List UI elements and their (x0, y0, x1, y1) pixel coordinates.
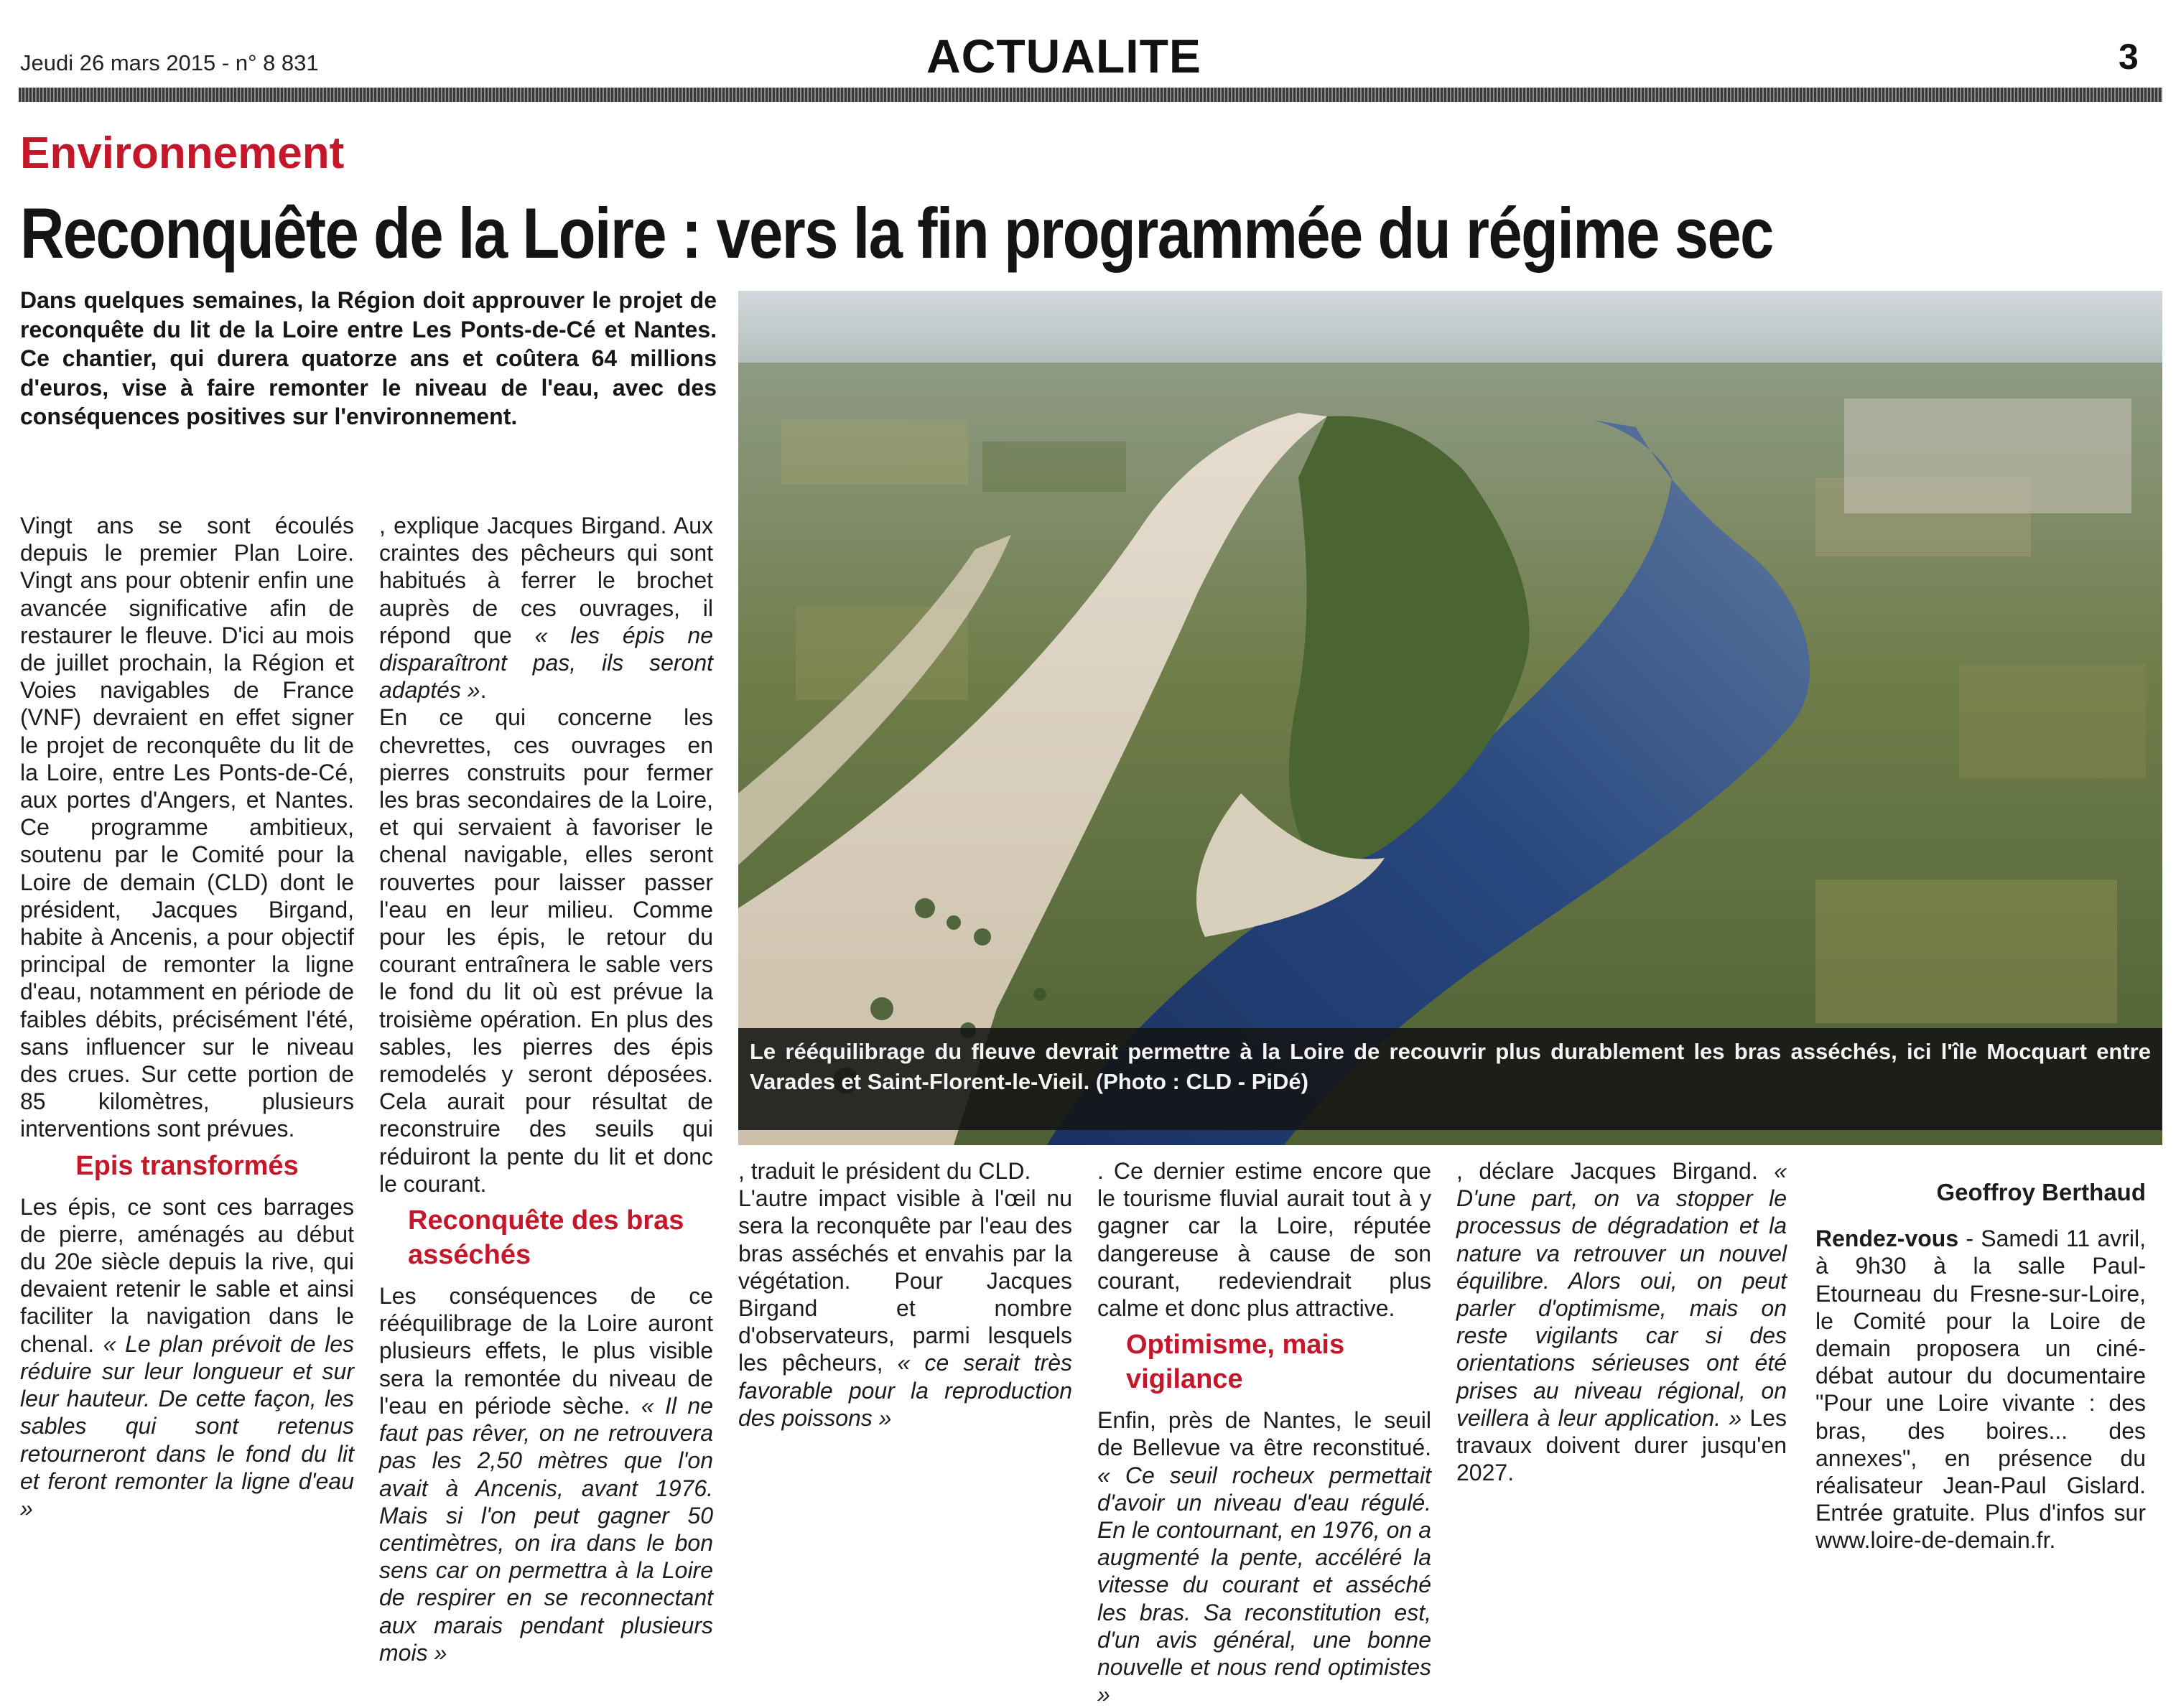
rendez-vous-paragraph (1815, 1225, 2146, 1554)
masthead-rule (19, 88, 2162, 102)
paragraph-text: , déclare Jacques Birgand. (1456, 1158, 1775, 1184)
rendez-vous-text: - Samedi 11 avril, à 9h30 à la salle Paul-Etourneau du Fresne-sur-Loire, le Comité pour la Loire de demain proposera un ciné-débat autour du documentaire "Pour une Loire vivante : des bras, des boires... des annexes", en présence du réalisateur Jean-Paul Gislard. Entrée gratuite. Plus d'infos sur www.loire-de-demain.fr. (1815, 1226, 2146, 1554)
article-column-6 (1815, 1157, 2146, 1554)
quote-text: « Le plan prévoit de les réduire sur leur longueur et sur leur hauteur. De cette façon, les sables qui sont retenus retourneront dans le fond du lit et feront remonter la ligne d'eau » (20, 1330, 354, 1521)
photo-illustration (738, 291, 2162, 1145)
subhead-optimisme: Optimisme, mais vigilance (1126, 1330, 1345, 1395)
article-column-1 (20, 512, 354, 1522)
paragraph-text: Les conséquences de ce rééquilibrage de la Loire auront plusieurs effets, le plus visible sera la remontée du niveau de l'eau en période sèche. (379, 1283, 713, 1419)
article-chapo: Dans quelques semaines, la Région doit approuver le projet de reconquête du lit de la Loire entre Les Ponts-de-Cé et Nantes. Ce chantier, qui durera quatorze ans et coûtera 64 millions d'euros, vise à faire remonter le niveau de l'eau, avec des conséquences positives sur l'environnement. (20, 287, 717, 430)
article-byline: Geoffroy Berthaud (1936, 1179, 2146, 1205)
paragraph: , traduit le président du CLD. (738, 1158, 1031, 1184)
rendez-vous-label: Rendez-vous (1815, 1226, 1959, 1252)
quote-text: « les épis ne disparaîtront pas, ils seront adaptés » (379, 622, 714, 704)
paragraph-text: Enfin, près de Nantes, le seuil de Bellevue va être reconstitué. (1097, 1407, 1431, 1461)
paragraph (1456, 1157, 1787, 1486)
article-kicker: Environnement (20, 129, 345, 178)
paragraph (20, 1193, 354, 1522)
paragraph-text: Les épis, ce sont ces barrages de pierre, aménagés au début du 20e siècle depuis la rive, qui devaient retenir le sable et ainsi faciliter la navigation dans le chenal. (20, 1193, 354, 1357)
paragraph: Vingt ans se sont écoulés depuis le premier Plan Loire. Vingt ans pour obtenir enfin une avancée significative afin de restaurer le fleuve. D'ici au mois de juillet prochain, la Région et Voies navigables de France (VNF) devraient en effet signer le projet de reconquête du lit de la Loire, entre Les Ponts-de-Cé, aux portes d'Angers, et Nantes. Ce programme ambitieux, soutenu par le Comité pour la Loire de demain (CLD) dont le président, Jacques Birgand, habite à Ancenis, a pour objectif principal de remonter la ligne d'eau, notamment en période de faibles débits, précisément l'été, sans influencer sur le niveau des crues. Sur cette portion de 85 kilomètres, plusieurs interventions sont prévues. (20, 513, 354, 1142)
paragraph: En ce qui concerne les chevrettes, ces ouvrages en pierres construits pour fermer les bras secondaires de la Loire, et qui servaient à favoriser le chenal navigable, elles seront rouvertes pour laisser passer l'eau en leur milieu. Comme pour les épis, le retour du courant entraînera le sable vers le fond du lit où est prévue la troisième opération. En plus des sables, les pierres des épis remodelés y seront déposées. Cela aurait pour résultat de reconstruire des seuils qui réduiront la pente du lit et donc le courant. (379, 704, 713, 1197)
article-column-5 (1456, 1157, 1787, 1486)
article-column-2 (379, 512, 713, 1666)
photo-town (1844, 398, 2131, 513)
masthead-rubric: ACTUALITE (926, 29, 1201, 83)
paragraph (1097, 1406, 1431, 1708)
paragraph-text: L'autre impact visible à l'œil nu sera la reconquête par l'eau des bras asséchés et envahis par la végétation. Pour Jacques Birgand et nombre d'observateurs, parmi lesquels les pêcheurs, (738, 1185, 1072, 1376)
paragraph (738, 1185, 1072, 1432)
quote-text: « Ce seuil rocheux permettait d'avoir un niveau d'eau régulé. En le contournant, en 1976, on a augmenté la pente, accéléré la vitesse du courant et asséché les bras. Sa reconstitution est, d'un avis général, une bonne nouvelle et nous rend optimistes » (1097, 1462, 1431, 1708)
aerial-photo-loire (738, 291, 2162, 1145)
quote-text: « D'une part, on va stopper le processus de dégradation et la nature va retrouver un nouvel équilibre. Alors oui, on peut parler d'optimisme, mais on reste vigilants car si des orientations sérieuses ont été prises au niveau régional, on veillera à leur application. » (1456, 1158, 1787, 1431)
paragraph: . Ce dernier estime encore que le tourisme fluvial aurait tout à y gagner car la Loire, réputée dangereuse à cause de son courant, redeviendrait plus calme et donc plus attractive. (1097, 1158, 1431, 1322)
paragraph (379, 512, 713, 704)
paragraph-text: . (480, 677, 487, 704)
masthead-date-issue: Jeudi 26 mars 2015 - n° 8 831 (20, 50, 319, 75)
article-column-4 (1097, 1157, 1431, 1708)
quote-text: « Il ne faut pas rêver, on ne retrouvera pas les 2,50 mètres que l'on avait à Ancenis, avant 1976. Mais si l'on peut gagner 50 centimètres, on ira dans le bon sens car on permettra à la Loire de respirer en se reconnectant aux marais pendant plusieurs mois » (379, 1392, 714, 1666)
subhead-reconquete-bras: Reconquête des bras asséchés (408, 1205, 684, 1271)
article-headline: Reconquête de la Loire : vers la fin programmée du régime sec (20, 193, 1773, 273)
quote-text: « ce serait très favorable pour la reproduction des poissons » (738, 1350, 1073, 1431)
subhead-epis-transformes: Epis transformés (75, 1150, 299, 1181)
page-number: 3 (2119, 37, 2139, 77)
article-column-3 (738, 1157, 1072, 1432)
paragraph-text: Les travaux doivent durer jusqu'en 2027. (1456, 1404, 1787, 1486)
paragraph-text: , explique Jacques Birgand. Aux craintes des pêcheurs qui sont habitués à ferrer le brochet auprès de ces ouvrages, il répond que (379, 513, 713, 648)
photo-caption: Le rééquilibrage du fleuve devrait permettre à la Loire de recouvrir plus durablement les bras asséchés, ici l'île Mocquart entre Varades et Saint-Florent-le-Vieil. (Photo : CLD - PiDé) (738, 1028, 2162, 1130)
